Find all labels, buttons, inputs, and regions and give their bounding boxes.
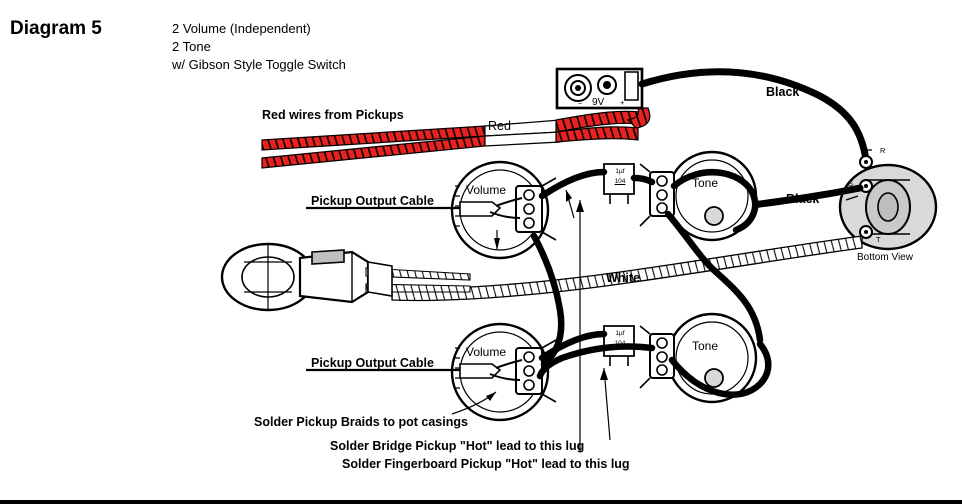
spec-line-3: w/ Gibson Style Toggle Switch (172, 57, 346, 72)
capacitor-top-value: 1µf (615, 168, 625, 175)
spec-line-2: 2 Tone (172, 39, 211, 54)
note-solder-braids: Solder Pickup Braids to pot casings (254, 415, 468, 429)
note-solder-fingerboard: Solder Fingerboard Pickup "Hot" lead to this lug (342, 457, 630, 471)
spec-line-1: 2 Volume (Independent) (172, 21, 311, 36)
label-black-right: Black (786, 192, 820, 206)
page-title: Diagram 5 (10, 18, 102, 39)
label-red-wires-from-pickups: Red wires from Pickups (262, 108, 404, 122)
bottom-divider (0, 500, 962, 504)
label-white: White (606, 271, 641, 285)
battery-minus-label: − (578, 99, 583, 108)
capacitor-bottom-code: 104 (614, 340, 626, 347)
label-tone-bottom: Tone (692, 339, 719, 353)
jack-terminal-tip: T (876, 235, 881, 244)
label-volume-top: Volume (466, 183, 507, 197)
capacitor-top-code: 104 (614, 178, 626, 185)
label-bottom-view: Bottom View (857, 252, 913, 263)
label-volume-bottom: Volume (466, 345, 507, 359)
note-solder-bridge: Solder Bridge Pickup "Hot" lead to this lug (330, 439, 585, 453)
tone-pot-bottom (640, 314, 756, 402)
capacitor-bottom-value: 1µf (615, 330, 625, 337)
black-wire-battery-to-jack (642, 72, 866, 160)
output-jack (840, 150, 936, 249)
label-tone-top: Tone (692, 176, 719, 190)
battery-plus-label: + (620, 98, 625, 107)
label-pickup-output-cable-bottom: Pickup Output Cable (311, 356, 434, 370)
jack-terminal-ring: R (880, 146, 886, 155)
label-red: Red (488, 119, 511, 133)
jack-terminal-sleeve: S (848, 179, 854, 188)
label-black-top: Black (766, 85, 800, 99)
battery-voltage-label: 9V (592, 97, 605, 108)
label-pickup-output-cable-top: Pickup Output Cable (311, 194, 434, 208)
